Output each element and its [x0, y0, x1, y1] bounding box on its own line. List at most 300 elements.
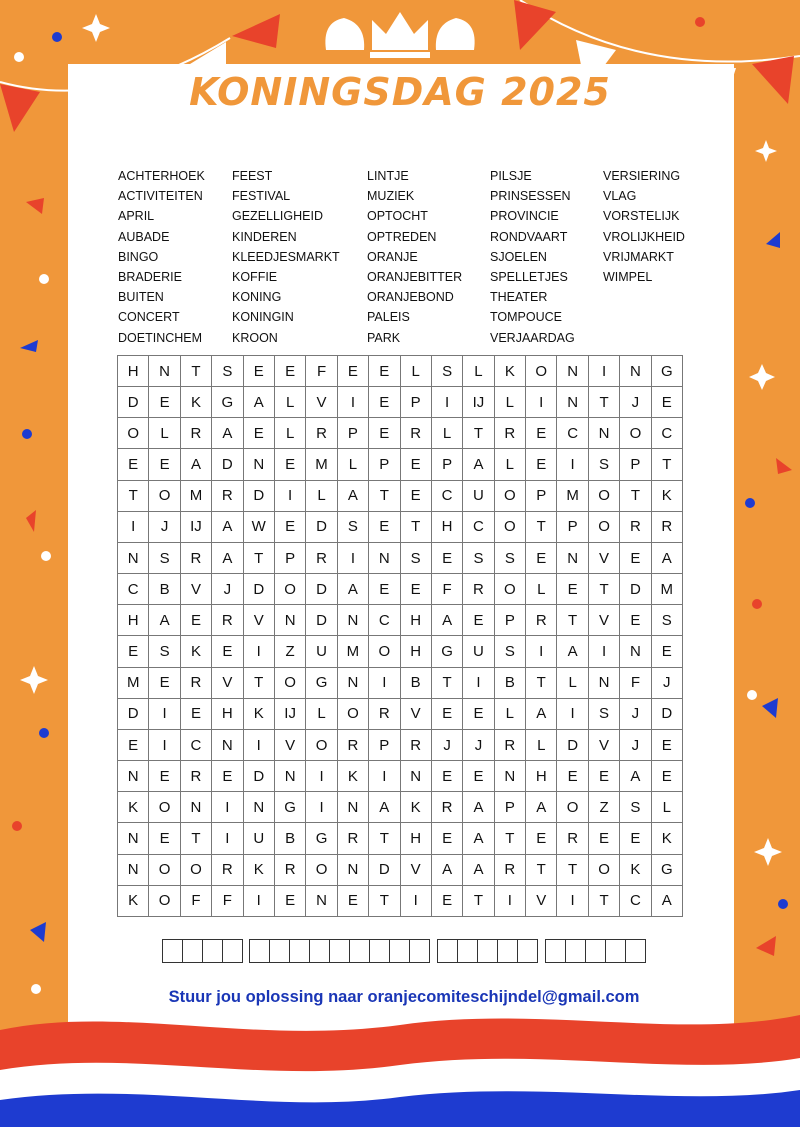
grid-cell[interactable]: N [118, 761, 149, 792]
answer-letter-box[interactable] [626, 939, 646, 963]
grid-cell[interactable]: I [526, 636, 557, 667]
grid-cell[interactable]: T [652, 449, 683, 480]
grid-cell[interactable]: S [495, 636, 526, 667]
grid-cell[interactable]: P [369, 730, 400, 761]
grid-cell[interactable]: E [652, 387, 683, 418]
grid-cell[interactable]: V [401, 699, 432, 730]
grid-cell[interactable]: C [118, 574, 149, 605]
grid-cell[interactable]: F [306, 356, 337, 387]
grid-cell[interactable]: U [463, 636, 494, 667]
grid-cell[interactable]: J [652, 668, 683, 699]
grid-cell[interactable]: M [306, 449, 337, 480]
grid-cell[interactable]: E [432, 761, 463, 792]
grid-cell[interactable]: M [652, 574, 683, 605]
grid-cell[interactable]: K [338, 761, 369, 792]
grid-cell[interactable]: T [463, 886, 494, 917]
grid-cell[interactable]: N [118, 855, 149, 886]
grid-cell[interactable]: A [369, 792, 400, 823]
grid-cell[interactable]: Z [589, 792, 620, 823]
grid-cell[interactable]: K [118, 886, 149, 917]
grid-cell[interactable]: E [181, 605, 212, 636]
grid-cell[interactable]: E [369, 512, 400, 543]
grid-cell[interactable]: O [149, 481, 180, 512]
grid-cell[interactable]: D [369, 855, 400, 886]
answer-letter-box[interactable] [545, 939, 566, 963]
grid-cell[interactable]: I [589, 356, 620, 387]
grid-cell[interactable]: K [244, 699, 275, 730]
grid-cell[interactable]: N [338, 668, 369, 699]
grid-cell[interactable]: E [557, 574, 588, 605]
grid-cell[interactable]: A [652, 543, 683, 574]
grid-cell[interactable]: O [149, 855, 180, 886]
grid-cell[interactable]: N [495, 761, 526, 792]
grid-cell[interactable]: T [526, 668, 557, 699]
grid-cell[interactable]: D [620, 574, 651, 605]
grid-cell[interactable]: N [589, 418, 620, 449]
grid-cell[interactable]: I [432, 387, 463, 418]
grid-cell[interactable]: E [589, 761, 620, 792]
grid-cell[interactable]: C [181, 730, 212, 761]
grid-cell[interactable]: N [338, 855, 369, 886]
grid-cell[interactable]: O [495, 574, 526, 605]
grid-cell[interactable]: T [432, 668, 463, 699]
grid-cell[interactable]: R [495, 730, 526, 761]
grid-cell[interactable]: K [181, 387, 212, 418]
answer-letter-box[interactable] [350, 939, 370, 963]
answer-letter-box[interactable] [183, 939, 203, 963]
grid-cell[interactable]: H [401, 636, 432, 667]
grid-cell[interactable]: E [369, 356, 400, 387]
grid-cell[interactable]: G [306, 823, 337, 854]
grid-cell[interactable]: T [589, 387, 620, 418]
grid-cell[interactable]: U [306, 636, 337, 667]
grid-cell[interactable]: E [557, 761, 588, 792]
grid-cell[interactable]: R [652, 512, 683, 543]
grid-cell[interactable]: E [369, 387, 400, 418]
grid-cell[interactable]: H [118, 356, 149, 387]
grid-cell[interactable]: V [306, 387, 337, 418]
grid-cell[interactable]: L [275, 387, 306, 418]
grid-cell[interactable]: N [244, 449, 275, 480]
grid-cell[interactable]: E [401, 574, 432, 605]
grid-cell[interactable]: R [526, 605, 557, 636]
grid-cell[interactable]: T [589, 886, 620, 917]
grid-cell[interactable]: N [338, 605, 369, 636]
grid-cell[interactable]: J [212, 574, 243, 605]
grid-cell[interactable]: O [495, 481, 526, 512]
answer-letter-box[interactable] [249, 939, 270, 963]
grid-cell[interactable]: T [118, 481, 149, 512]
grid-cell[interactable]: I [369, 761, 400, 792]
grid-cell[interactable]: E [526, 418, 557, 449]
grid-cell[interactable]: J [620, 387, 651, 418]
grid-cell[interactable]: S [652, 605, 683, 636]
grid-cell[interactable]: N [589, 668, 620, 699]
grid-cell[interactable]: N [306, 886, 337, 917]
grid-cell[interactable]: N [557, 356, 588, 387]
grid-cell[interactable]: A [212, 418, 243, 449]
grid-cell[interactable]: T [526, 512, 557, 543]
grid-cell[interactable]: V [212, 668, 243, 699]
grid-cell[interactable]: L [526, 574, 557, 605]
grid-cell[interactable]: R [463, 574, 494, 605]
grid-cell[interactable]: S [149, 636, 180, 667]
grid-cell[interactable]: O [589, 855, 620, 886]
grid-cell[interactable]: P [495, 792, 526, 823]
grid-cell[interactable]: C [432, 481, 463, 512]
grid-cell[interactable]: D [244, 481, 275, 512]
grid-cell[interactable]: E [118, 449, 149, 480]
grid-cell[interactable]: IJ [463, 387, 494, 418]
grid-cell[interactable]: I [557, 699, 588, 730]
answer-letter-box[interactable] [437, 939, 458, 963]
grid-cell[interactable]: S [338, 512, 369, 543]
grid-cell[interactable]: I [212, 823, 243, 854]
grid-cell[interactable]: O [620, 418, 651, 449]
grid-cell[interactable]: U [463, 481, 494, 512]
grid-cell[interactable]: H [118, 605, 149, 636]
grid-cell[interactable]: T [181, 823, 212, 854]
grid-cell[interactable]: R [181, 418, 212, 449]
grid-cell[interactable]: I [401, 886, 432, 917]
grid-cell[interactable]: C [652, 418, 683, 449]
grid-cell[interactable]: E [149, 387, 180, 418]
grid-cell[interactable]: V [589, 605, 620, 636]
grid-cell[interactable]: I [275, 481, 306, 512]
grid-cell[interactable]: E [369, 418, 400, 449]
grid-cell[interactable]: D [244, 761, 275, 792]
grid-cell[interactable]: E [401, 481, 432, 512]
grid-cell[interactable]: G [432, 636, 463, 667]
grid-cell[interactable]: N [369, 543, 400, 574]
grid-cell[interactable]: S [589, 699, 620, 730]
grid-cell[interactable]: E [118, 636, 149, 667]
grid-cell[interactable]: E [369, 574, 400, 605]
grid-cell[interactable]: V [589, 730, 620, 761]
grid-cell[interactable]: E [432, 823, 463, 854]
grid-cell[interactable]: K [181, 636, 212, 667]
grid-cell[interactable]: O [306, 855, 337, 886]
grid-cell[interactable]: E [181, 699, 212, 730]
grid-cell[interactable]: A [463, 823, 494, 854]
grid-cell[interactable]: O [306, 730, 337, 761]
grid-cell[interactable]: L [652, 792, 683, 823]
grid-cell[interactable]: S [620, 792, 651, 823]
grid-cell[interactable]: K [244, 855, 275, 886]
grid-cell[interactable]: I [463, 668, 494, 699]
grid-cell[interactable]: O [149, 792, 180, 823]
grid-cell[interactable]: L [495, 449, 526, 480]
grid-cell[interactable]: E [275, 356, 306, 387]
grid-cell[interactable]: E [149, 449, 180, 480]
grid-cell[interactable]: O [275, 574, 306, 605]
answer-letter-box[interactable] [290, 939, 310, 963]
grid-cell[interactable]: I [495, 886, 526, 917]
grid-cell[interactable]: R [432, 792, 463, 823]
grid-cell[interactable]: A [463, 792, 494, 823]
grid-cell[interactable]: H [401, 605, 432, 636]
answer-letter-box[interactable] [498, 939, 518, 963]
grid-cell[interactable]: P [369, 449, 400, 480]
grid-cell[interactable]: T [369, 823, 400, 854]
grid-cell[interactable]: T [244, 668, 275, 699]
grid-cell[interactable]: E [244, 356, 275, 387]
grid-cell[interactable]: S [495, 543, 526, 574]
grid-cell[interactable]: E [275, 449, 306, 480]
grid-cell[interactable]: N [181, 792, 212, 823]
grid-cell[interactable]: O [369, 636, 400, 667]
grid-cell[interactable]: T [369, 886, 400, 917]
answer-letter-box[interactable] [518, 939, 538, 963]
answer-letter-box[interactable] [478, 939, 498, 963]
grid-cell[interactable]: N [118, 823, 149, 854]
grid-cell[interactable]: C [557, 418, 588, 449]
grid-cell[interactable]: R [620, 512, 651, 543]
grid-cell[interactable]: I [244, 886, 275, 917]
grid-cell[interactable]: N [244, 792, 275, 823]
grid-cell[interactable]: R [275, 855, 306, 886]
grid-cell[interactable]: T [557, 605, 588, 636]
grid-cell[interactable]: T [589, 574, 620, 605]
grid-cell[interactable]: A [244, 387, 275, 418]
grid-cell[interactable]: I [306, 761, 337, 792]
grid-cell[interactable]: O [589, 512, 620, 543]
grid-cell[interactable]: H [526, 761, 557, 792]
answer-letter-box[interactable] [566, 939, 586, 963]
grid-cell[interactable]: E [149, 668, 180, 699]
grid-cell[interactable]: R [495, 418, 526, 449]
grid-cell[interactable]: M [557, 481, 588, 512]
grid-cell[interactable]: C [463, 512, 494, 543]
grid-cell[interactable]: E [463, 761, 494, 792]
grid-cell[interactable]: D [306, 512, 337, 543]
grid-cell[interactable]: O [557, 792, 588, 823]
answer-letter-box[interactable] [390, 939, 410, 963]
grid-cell[interactable]: B [495, 668, 526, 699]
grid-cell[interactable]: F [181, 886, 212, 917]
grid-cell[interactable]: I [338, 543, 369, 574]
answer-letter-box[interactable] [270, 939, 290, 963]
grid-cell[interactable]: E [526, 823, 557, 854]
grid-cell[interactable]: R [212, 481, 243, 512]
grid-cell[interactable]: A [463, 449, 494, 480]
grid-cell[interactable]: N [275, 761, 306, 792]
grid-cell[interactable]: V [181, 574, 212, 605]
grid-cell[interactable]: D [557, 730, 588, 761]
grid-cell[interactable]: K [652, 823, 683, 854]
grid-cell[interactable]: I [212, 792, 243, 823]
answer-letter-box[interactable] [162, 939, 183, 963]
grid-cell[interactable]: E [432, 886, 463, 917]
grid-cell[interactable]: N [557, 543, 588, 574]
grid-cell[interactable]: I [244, 636, 275, 667]
grid-cell[interactable]: I [149, 699, 180, 730]
grid-cell[interactable]: L [495, 387, 526, 418]
grid-cell[interactable]: S [432, 356, 463, 387]
grid-cell[interactable]: P [557, 512, 588, 543]
grid-cell[interactable]: E [526, 449, 557, 480]
answer-letter-box[interactable] [203, 939, 223, 963]
grid-cell[interactable]: R [306, 418, 337, 449]
grid-cell[interactable]: C [620, 886, 651, 917]
grid-cell[interactable]: E [275, 512, 306, 543]
grid-cell[interactable]: L [495, 699, 526, 730]
grid-cell[interactable]: O [526, 356, 557, 387]
grid-cell[interactable]: L [306, 481, 337, 512]
grid-cell[interactable]: O [149, 886, 180, 917]
grid-cell[interactable]: T [620, 481, 651, 512]
grid-cell[interactable]: H [401, 823, 432, 854]
grid-cell[interactable]: D [652, 699, 683, 730]
grid-cell[interactable]: D [118, 387, 149, 418]
grid-cell[interactable]: K [118, 792, 149, 823]
grid-cell[interactable]: A [557, 636, 588, 667]
grid-cell[interactable]: E [589, 823, 620, 854]
grid-cell[interactable]: T [401, 512, 432, 543]
grid-cell[interactable]: E [338, 356, 369, 387]
grid-cell[interactable]: L [275, 418, 306, 449]
grid-cell[interactable]: I [557, 886, 588, 917]
grid-cell[interactable]: E [652, 730, 683, 761]
grid-cell[interactable]: N [620, 356, 651, 387]
grid-cell[interactable]: L [149, 418, 180, 449]
grid-cell[interactable]: R [557, 823, 588, 854]
grid-cell[interactable]: J [620, 730, 651, 761]
grid-cell[interactable]: D [306, 574, 337, 605]
grid-cell[interactable]: N [275, 605, 306, 636]
grid-cell[interactable]: A [338, 481, 369, 512]
grid-cell[interactable]: A [212, 512, 243, 543]
grid-cell[interactable]: O [589, 481, 620, 512]
grid-cell[interactable]: R [181, 668, 212, 699]
grid-cell[interactable]: A [526, 699, 557, 730]
grid-cell[interactable]: T [181, 356, 212, 387]
grid-cell[interactable]: L [463, 356, 494, 387]
grid-cell[interactable]: R [181, 761, 212, 792]
grid-cell[interactable]: N [338, 792, 369, 823]
answer-letter-box[interactable] [410, 939, 430, 963]
grid-cell[interactable]: O [338, 699, 369, 730]
grid-cell[interactable]: G [306, 668, 337, 699]
grid-cell[interactable]: K [401, 792, 432, 823]
grid-cell[interactable]: P [432, 449, 463, 480]
grid-cell[interactable]: R [306, 543, 337, 574]
grid-cell[interactable]: A [463, 855, 494, 886]
grid-cell[interactable]: E [275, 886, 306, 917]
grid-cell[interactable]: M [181, 481, 212, 512]
grid-cell[interactable]: I [118, 512, 149, 543]
grid-cell[interactable]: J [620, 699, 651, 730]
grid-cell[interactable]: D [212, 449, 243, 480]
grid-cell[interactable]: L [526, 730, 557, 761]
grid-cell[interactable]: N [557, 387, 588, 418]
grid-cell[interactable]: O [275, 668, 306, 699]
grid-cell[interactable]: S [401, 543, 432, 574]
grid-cell[interactable]: J [149, 512, 180, 543]
grid-cell[interactable]: L [432, 418, 463, 449]
grid-cell[interactable]: F [212, 886, 243, 917]
grid-cell[interactable]: T [526, 855, 557, 886]
grid-cell[interactable]: K [620, 855, 651, 886]
grid-cell[interactable]: E [401, 449, 432, 480]
grid-cell[interactable]: E [620, 605, 651, 636]
answer-letter-box[interactable] [370, 939, 390, 963]
grid-cell[interactable]: T [557, 855, 588, 886]
grid-cell[interactable]: A [432, 605, 463, 636]
grid-cell[interactable]: I [244, 730, 275, 761]
grid-cell[interactable]: R [495, 855, 526, 886]
grid-cell[interactable]: S [463, 543, 494, 574]
grid-cell[interactable]: S [149, 543, 180, 574]
grid-cell[interactable]: A [432, 855, 463, 886]
answer-letter-box[interactable] [586, 939, 606, 963]
grid-cell[interactable]: E [620, 823, 651, 854]
grid-cell[interactable]: C [369, 605, 400, 636]
grid-cell[interactable]: I [369, 668, 400, 699]
grid-cell[interactable]: R [338, 823, 369, 854]
grid-cell[interactable]: E [244, 418, 275, 449]
grid-cell[interactable]: Z [275, 636, 306, 667]
grid-cell[interactable]: I [149, 730, 180, 761]
grid-cell[interactable]: T [463, 418, 494, 449]
grid-cell[interactable]: E [212, 761, 243, 792]
grid-cell[interactable]: N [620, 636, 651, 667]
grid-cell[interactable]: A [652, 886, 683, 917]
grid-cell[interactable]: G [652, 356, 683, 387]
answer-letter-box[interactable] [458, 939, 478, 963]
grid-cell[interactable]: A [149, 605, 180, 636]
answer-letter-box[interactable] [606, 939, 626, 963]
grid-cell[interactable]: N [212, 730, 243, 761]
grid-cell[interactable]: V [275, 730, 306, 761]
grid-cell[interactable]: I [306, 792, 337, 823]
grid-cell[interactable]: I [526, 387, 557, 418]
answer-letter-box[interactable] [310, 939, 330, 963]
grid-cell[interactable]: O [181, 855, 212, 886]
grid-cell[interactable]: O [118, 418, 149, 449]
grid-cell[interactable]: D [244, 574, 275, 605]
grid-cell[interactable]: S [589, 449, 620, 480]
answer-letter-box[interactable] [223, 939, 243, 963]
grid-cell[interactable]: B [275, 823, 306, 854]
grid-cell[interactable]: K [495, 356, 526, 387]
grid-cell[interactable]: N [401, 761, 432, 792]
grid-cell[interactable]: L [401, 356, 432, 387]
grid-cell[interactable]: R [212, 605, 243, 636]
grid-cell[interactable]: R [181, 543, 212, 574]
grid-cell[interactable]: IJ [275, 699, 306, 730]
grid-cell[interactable]: E [338, 886, 369, 917]
grid-cell[interactable]: R [212, 855, 243, 886]
grid-cell[interactable]: A [338, 574, 369, 605]
grid-cell[interactable]: I [557, 449, 588, 480]
grid-cell[interactable]: E [620, 543, 651, 574]
grid-cell[interactable]: L [338, 449, 369, 480]
grid-cell[interactable]: A [526, 792, 557, 823]
grid-cell[interactable]: M [338, 636, 369, 667]
grid-cell[interactable]: E [432, 543, 463, 574]
grid-cell[interactable]: I [338, 387, 369, 418]
grid-cell[interactable]: V [589, 543, 620, 574]
grid-cell[interactable]: P [620, 449, 651, 480]
grid-cell[interactable]: V [244, 605, 275, 636]
grid-cell[interactable]: T [244, 543, 275, 574]
grid-cell[interactable]: J [463, 730, 494, 761]
grid-cell[interactable]: G [652, 855, 683, 886]
grid-cell[interactable]: B [149, 574, 180, 605]
grid-cell[interactable]: B [401, 668, 432, 699]
grid-cell[interactable]: P [526, 481, 557, 512]
